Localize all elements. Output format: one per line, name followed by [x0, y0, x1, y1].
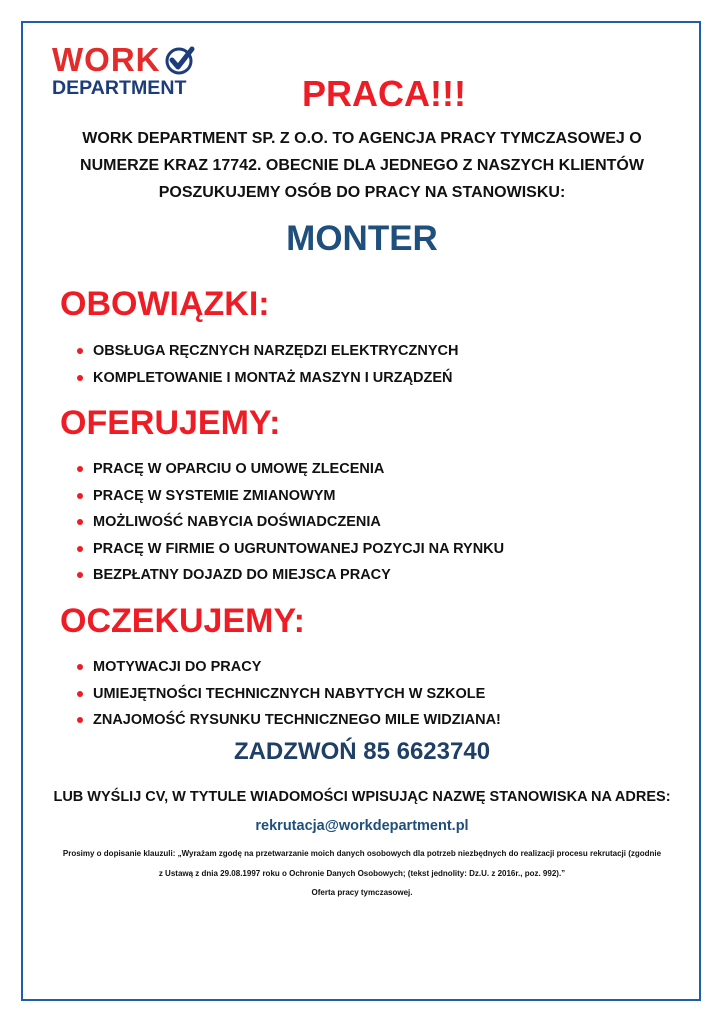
duties-heading: OBOWIĄZKI: — [60, 285, 270, 323]
expect-list — [75, 654, 501, 734]
phone-call-text: ZADZWOŃ 85 6623740 — [233, 738, 491, 765]
checkmark-icon — [164, 44, 196, 76]
company-logo — [52, 42, 202, 104]
consent-clause: Prosimy o dopisanie klauzuli: „Wyrażam zgodę na przetwarzanie moich danych osobowych dla potrzeb niezbędnych do realizacji procesu rekrutacji (zgodnie z Ustawą z dnia 29.08.1997 roku o Ochronie Danych Osobowych; (tekst jednolity: Dz.U. z 2016r., poz. 992).” — [62, 849, 662, 878]
list-item: ZNAJOMOŚĆ RYSUNKU TECHNICZNEGO MILE WIDZIANA! — [75, 707, 501, 734]
email-link[interactable]: rekrutacja@workdepartment.pl — [255, 818, 469, 834]
list-item: MOŻLIWOŚĆ NABYCIA DOŚWIADCZENIA — [75, 509, 504, 536]
list-item: UMIEJĘTNOŚCI TECHNICZNYCH NABYTYCH W SZKOLE — [75, 681, 501, 708]
duties-list — [75, 338, 458, 391]
logo-word-department: DEPARTMENT — [52, 78, 187, 99]
offer-heading: OFERUJEMY: — [60, 404, 281, 442]
footer-note: Oferta pracy tymczasowej. — [311, 888, 413, 897]
intro-text: WORK DEPARTMENT SP. Z O.O. TO AGENCJA PRACY TYMCZASOWEJ O NUMERZE KRAZ 17742. OBECNIE DLA JEDNEGO Z NASZYCH KLIENTÓW POSZUKUJEMY OSÓB DO PRACY NA STANOWISKU: — [80, 130, 644, 201]
cv-instructions: LUB WYŚLIJ CV, W TYTULE WIADOMOŚCI WPISUJĄC NAZWĘ STANOWISKA NA ADRES: — [53, 789, 671, 805]
list-item: MOTYWACJI DO PRACY — [75, 654, 501, 681]
logo-word-work: WORK — [52, 41, 161, 78]
expect-heading: OCZEKUJEMY: — [60, 602, 305, 640]
list-item: KOMPLETOWANIE I MONTAŻ MASZYN I URZĄDZEŃ — [75, 365, 458, 392]
offer-list — [75, 456, 504, 589]
list-item: OBSŁUGA RĘCZNYCH NARZĘDZI ELEKTRYCZNYCH — [75, 338, 458, 365]
headline: PRACA!!! — [302, 73, 466, 114]
list-item: PRACĘ W SYSTEMIE ZMIANOWYM — [75, 483, 504, 510]
list-item: BEZPŁATNY DOJAZD DO MIEJSCA PRACY — [75, 562, 504, 589]
position-title: MONTER — [286, 219, 438, 258]
list-item: PRACĘ W OPARCIU O UMOWĘ ZLECENIA — [75, 456, 504, 483]
list-item: PRACĘ W FIRMIE O UGRUNTOWANEJ POZYCJI NA RYNKU — [75, 536, 504, 563]
